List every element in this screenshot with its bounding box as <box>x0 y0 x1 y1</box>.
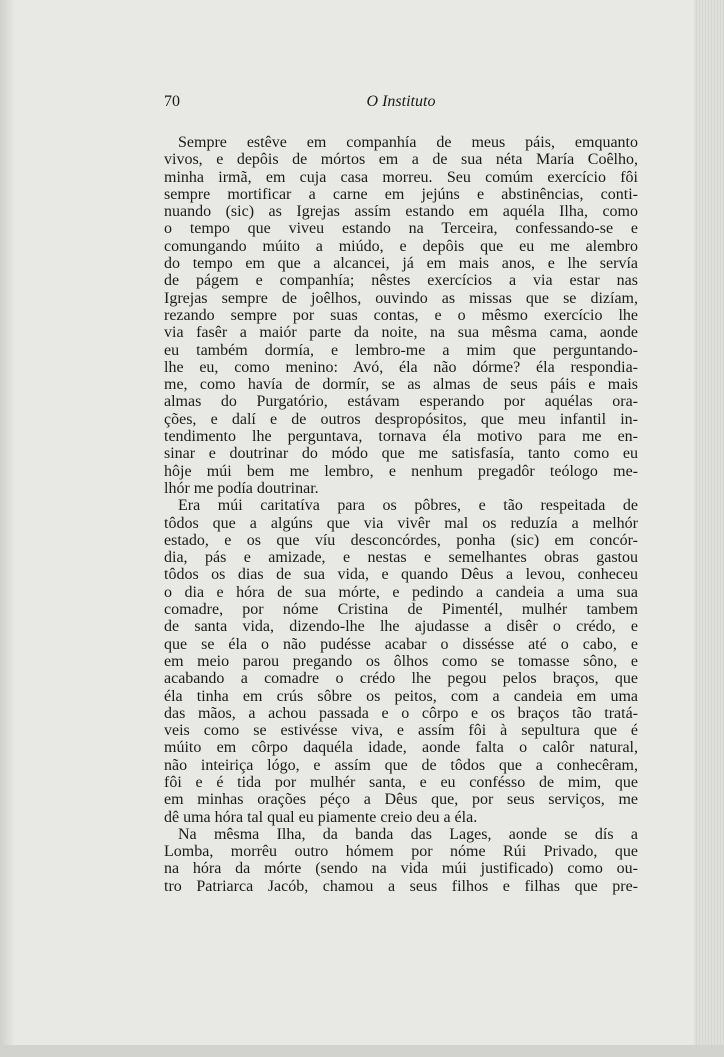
text-line: rezando sempre por suas contas, e o mêsmo exercício lhe <box>164 306 638 324</box>
text-line: fôi e é tida por mulhér santa, e eu confésso de mim, que <box>164 773 638 791</box>
text-line: Lomba, morrêu outro hómem por nóme Rúi Privado, que <box>164 843 638 861</box>
paragraph <box>164 826 638 895</box>
text-line: dê uma hóra tal qual eu piamente creio deu a éla. <box>164 808 478 826</box>
paragraph <box>164 134 638 497</box>
text-line: das mãos, a achou passada e o côrpo e os braços tão tratá- <box>164 704 638 722</box>
text-line: estado, e os que víu desconcórdes, ponha (sic) em concór- <box>164 531 638 549</box>
text-line: éla tinha em crús sôbre os peitos, com a candeia em uma <box>164 687 638 705</box>
text-line: Na mêsma Ilha, da banda das Lages, aonde se dís a <box>178 825 638 843</box>
text-line: almas do Purgatório, estávam esperando por aquélas ora- <box>164 393 638 411</box>
stacked-page-edges <box>694 0 724 1057</box>
page-header <box>164 93 638 117</box>
text-line: ções, e dalí e de outros despropósitos, que meu infantil in- <box>164 410 638 428</box>
text-line: de págem e companhía; nêstes exercícios a via estar nas <box>164 272 638 290</box>
text-line: comungando múito a miúdo, e depôis que eu me alembro <box>164 237 638 255</box>
text-line: Era múi caritatíva para os pôbres, e tão respeitada de <box>178 497 638 515</box>
text-line: dia, pás e amizade, e nestas e semelhantes obras gastou <box>164 549 638 567</box>
text-line: múito em côrpo daquéla idade, aonde falta o calôr natural, <box>164 739 638 757</box>
text-line: me, como havía de dormír, se as almas de seus páis e mais <box>164 376 638 394</box>
text-line: tôdos os dias de sua vida, e quando Dêus a levou, conheceu <box>164 566 638 584</box>
text-line: via fasêr a maiór parte da noite, na sua mêsma cama, aonde <box>164 324 638 342</box>
text-line: lhór me podía doutrinar. <box>164 479 319 497</box>
text-line: tendimento lhe perguntava, tornava éla motivo para me en- <box>164 428 638 446</box>
body-text <box>164 134 638 895</box>
paragraph <box>164 497 638 826</box>
text-line: nuando (sic) as Igrejas assím estando em aquéla Ilha, como <box>164 203 638 221</box>
text-line: que se éla o não pudésse acabar o dissésse até o cabo, e <box>164 635 638 653</box>
text-line: tro Patriarca Jacób, chamou a seus filhos e filhas que pre- <box>164 877 638 895</box>
text-line: não inteiriça lógo, e assím que de tôdos que a conhecêram, <box>164 756 638 774</box>
text-line: em minhas orações péço a Dêus que, por seus serviços, me <box>164 791 638 809</box>
page-gutter-shadow <box>0 0 14 1057</box>
page-bottom-edge <box>0 1045 724 1057</box>
page-number: 70 <box>164 93 180 110</box>
text-line: Sempre estêve em companhía de meus páis, emquanto <box>178 134 638 151</box>
text-line: do tempo em que a alcancei, já em mais anos, e lhe servía <box>164 255 638 273</box>
text-line: tôdos que a algúns que via vivêr mal os reduzía a melhór <box>164 514 638 532</box>
text-line: sinar e doutrinar do módo que me satisfasía, tanto como eu <box>164 445 638 463</box>
text-line: de santa vida, dizendo-lhe lhe ajudasse a disêr o crédo, e <box>164 618 638 636</box>
text-line: o dia e hóra de sua mórte, e pedindo a candeia a uma sua <box>164 583 638 601</box>
text-line: veis como se estivésse viva, e assím fôi à sepultura que é <box>164 722 638 740</box>
text-line: Igrejas sempre de joêlhos, ouvindo as missas que se dizíam, <box>164 289 638 307</box>
text-line: minha irmã, em cuja casa morreu. Seu comúm exercício fôi <box>164 168 638 186</box>
text-line: vivos, e depôis de mórtos em a de sua néta María Coêlho, <box>164 151 638 169</box>
text-line: sempre mortificar a carne em jejúns e abstinências, conti- <box>164 185 638 203</box>
text-line: lhe eu, como menino: Avó, éla não dórme? éla respondia- <box>164 358 638 376</box>
text-line: eu também dormía, e lembro-me a mim que perguntando- <box>164 341 638 359</box>
text-line: hôje múi bem me lembro, e nenhum pregadôr teólogo me- <box>164 462 638 480</box>
text-line: o tempo que viveu estando na Terceira, confessando-se e <box>164 220 638 238</box>
running-title: O Instituto <box>366 93 436 110</box>
text-line: em meio parou pregando os ôlhos como se tomasse sôno, e <box>164 652 638 670</box>
text-line: comadre, por nóme Cristina de Pimentél, mulhér tambem <box>164 601 638 619</box>
text-line: acabando a comadre o crédo lhe pegou pelos braços, que <box>164 670 638 688</box>
text-line: na hóra da mórte (sendo na vida múi justificado) como ou- <box>164 860 638 878</box>
